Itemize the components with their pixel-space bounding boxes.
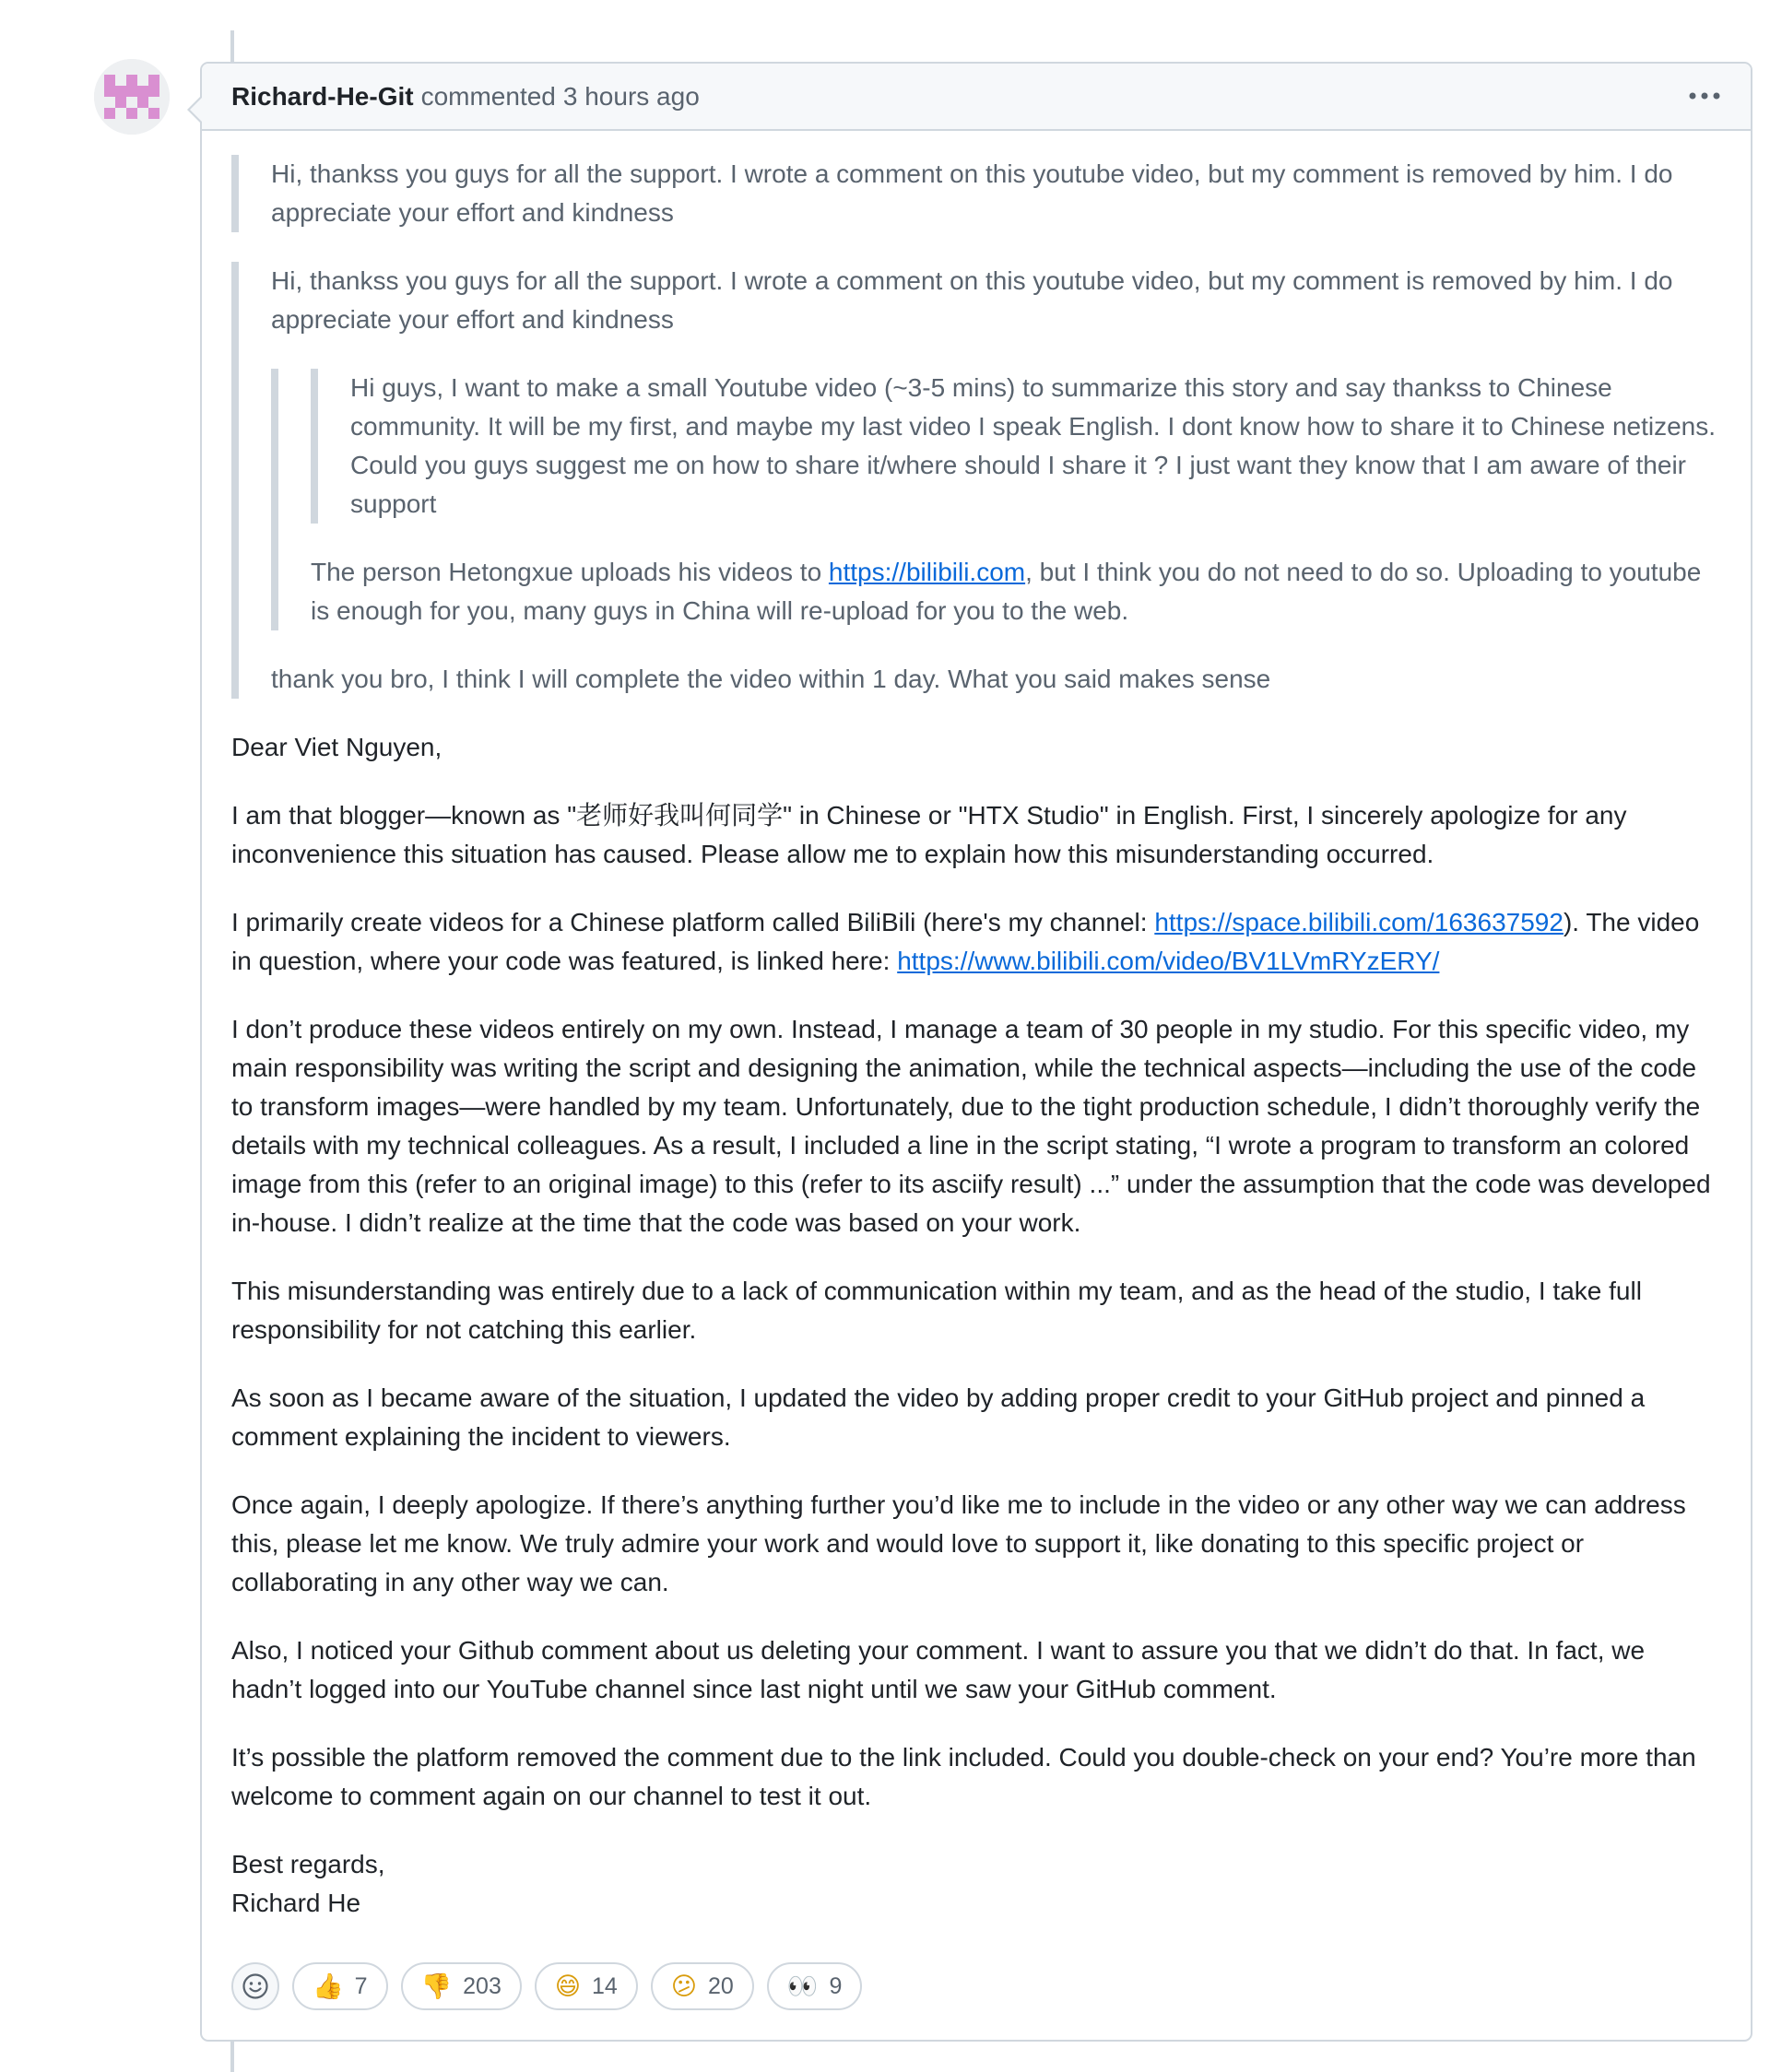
comment-body (202, 131, 1751, 1923)
bilibili-link[interactable]: https://bilibili.com (828, 558, 1026, 586)
reaction-thumbs-down[interactable] (401, 1962, 522, 2010)
thumbs-up-icon: 👍 (313, 1972, 344, 2001)
quote-2 (231, 262, 1721, 699)
paragraph-4: This misunderstanding was entirely due to a lack of communication within my team, and as the head of the studio, I take full responsibility for not catching this earlier. (231, 1277, 1642, 1344)
thumbs-down-icon: 👎 (420, 1972, 453, 2001)
reaction-laugh[interactable] (535, 1962, 638, 2010)
smiley-icon (242, 1972, 269, 2000)
reaction-thumbs-up[interactable] (292, 1962, 388, 2010)
kebab-horizontal-icon (1689, 92, 1720, 100)
paragraph-2 (231, 903, 1721, 981)
paragraph-6: Once again, I deeply apologize. If there’s anything further you’d like me to include in the video or any other way we can address this, please let me know. We truly admire your work and would love to support it, like donating to this specific project or collaborating in any other way we can. (231, 1490, 1686, 1596)
video-link[interactable]: https://www.bilibili.com/video/BV1LVmRYzERY/ (897, 947, 1440, 975)
quote-4-text (311, 553, 1721, 630)
quote-2-nested (271, 369, 1721, 630)
quote-1-text: Hi, thankss you guys for all the support. I wrote a comment on this youtube video, but my comment is removed by him. I do appreciate your effort and kindness (271, 159, 1673, 227)
signature-line-1: Best regards, (231, 1850, 385, 1878)
reaction-count: 7 (354, 1972, 368, 1999)
comment-author[interactable]: Richard-He-Git (231, 81, 414, 111)
signature-line-2: Richard He (231, 1889, 361, 1917)
avatar[interactable] (94, 59, 170, 135)
comment-header (202, 64, 1751, 131)
paragraph-8: It’s possible the platform removed the comment due to the link included. Could you double-check on your end? You’re more than welcome to comment again on our channel to test it out. (231, 1743, 1696, 1810)
paragraph-5: As soon as I became aware of the situation, I updated the video by adding proper credit to your GitHub project and pinned a comment explaining the incident to viewers. (231, 1383, 1646, 1451)
identicon-icon (94, 59, 170, 135)
quote-3 (311, 369, 1721, 524)
reaction-count: 203 (463, 1972, 502, 1999)
quote-4-before: The person Hetongxue uploads his videos to (311, 558, 829, 586)
add-reaction-button[interactable] (231, 1962, 279, 2010)
comment-verb: commented (420, 81, 556, 111)
reaction-count: 14 (592, 1972, 618, 1999)
paragraph-2-before: I primarily create videos for a Chinese platform called BiliBili (here's my channel: (231, 908, 1155, 936)
reaction-count: 20 (708, 1972, 734, 1999)
laugh-icon: 😄 (554, 1972, 582, 2001)
timeline-line-top (230, 30, 234, 62)
greeting: Dear Viet Nguyen, (231, 733, 442, 761)
paragraph-3: I don’t produce these videos entirely on my own. Instead, I manage a team of 30 people in my studio. For this specific video, my main responsibility was writing the script and designing the animation, while the technical aspects—including the use of the code to transform images—were handled by my team. Unfortunately, due to the tight production schedule, I didn’t thoroughly verify the details with my technical colleagues. As a result, I included a line in the script stating, “I wrote a program to transform an colored image from this (refer to an original image) to this (refer to its asciify result) ...” under the assumption that the code was developed in-house. I didn’t realize at the time that the code was based on your work. (231, 1015, 1711, 1237)
reactions-bar (231, 1962, 862, 2010)
quote-4-after: , but I think you do not need to do so. Uploading to youtube is enough for you, many guys in China will re-upload for you to the web. (311, 558, 1702, 625)
confused-icon: 😕 (670, 1972, 697, 2001)
reaction-eyes[interactable] (767, 1962, 863, 2010)
quote-2-text: Hi, thankss you guys for all the support. I wrote a comment on this youtube video, but my comment is removed by him. I do appreciate your effort and kindness (271, 266, 1673, 334)
comment-box (200, 62, 1752, 2042)
quote-5-text: thank you bro, I think I will complete the video within 1 day. What you said makes sense (271, 665, 1271, 693)
comment-caret-inner (190, 97, 203, 123)
reaction-count: 9 (829, 1972, 843, 1999)
signature (231, 1845, 1721, 1923)
comment-options-button[interactable] (1684, 80, 1725, 112)
timeline-line-bottom (230, 2042, 234, 2072)
comment-timestamp[interactable]: 3 hours ago (562, 81, 700, 111)
channel-link[interactable]: https://space.bilibili.com/163637592 (1154, 908, 1564, 936)
paragraph-1: I am that blogger—known as "老师好我叫何同学" in Chinese or "HTX Studio" in English. First, I sincerely apologize for any inconvenience this situation has caused. Please allow me to explain how this misunderstanding occurred. (231, 801, 1627, 868)
reaction-confused[interactable] (651, 1962, 754, 2010)
paragraph-7: Also, I noticed your Github comment about us deleting your comment. I want to assure you that we didn’t do that. In fact, we hadn’t logged into our YouTube channel since last night until we saw your GitHub comment. (231, 1636, 1646, 1703)
paragraph-2-middle: ). The video in question, where your code was featured, is linked here: (231, 908, 1700, 975)
quote-1 (231, 155, 1721, 232)
eyes-icon: 👀 (786, 1972, 819, 2001)
quote-3-text: Hi guys, I want to make a small Youtube video (~3-5 mins) to summarize this story and say thankss to Chinese community. It will be my first, and maybe my last video I speak English. I dont know how to share it to Chinese netizens. Could you guys suggest me on how to share it/where should I share it ? I just want they know that I am aware of their support (350, 373, 1717, 518)
